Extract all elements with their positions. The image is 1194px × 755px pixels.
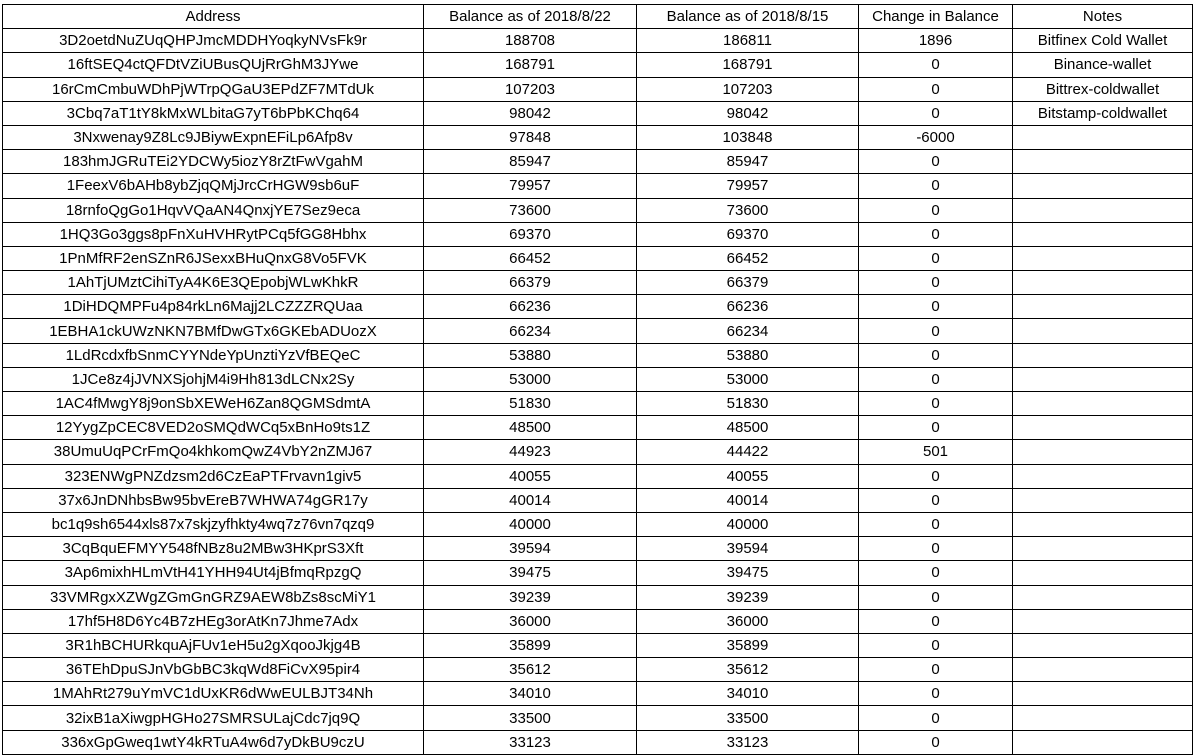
table-row [3,658,1193,682]
notes-cell[interactable] [1013,585,1193,609]
balance-2018-8-15-cell[interactable]: 53880 [637,343,859,367]
balance-2018-8-15-cell[interactable]: 51830 [637,392,859,416]
address-cell[interactable]: 37x6JnDNhbsBw95bvEreB7WHWA74gGR17y [3,488,424,512]
notes-cell[interactable] [1013,295,1193,319]
balance-2018-8-22-cell[interactable]: 66234 [424,319,637,343]
change-in-balance-cell[interactable]: 0 [859,488,1013,512]
table-row [3,561,1193,585]
address-cell[interactable]: 1AhTjUMztCihiTyA4K6E3QEpobjWLwKhkR [3,271,424,295]
table-body [3,29,1193,755]
change-in-balance-cell[interactable]: 0 [859,246,1013,270]
notes-cell[interactable] [1013,609,1193,633]
table-row [3,222,1193,246]
balance-2018-8-15-cell[interactable]: 69370 [637,222,859,246]
notes-cell[interactable] [1013,246,1193,270]
balance-2018-8-15-cell[interactable]: 34010 [637,682,859,706]
balance-2018-8-15-cell[interactable]: 33500 [637,706,859,730]
notes-cell[interactable] [1013,706,1193,730]
table-row [3,633,1193,657]
change-in-balance-cell[interactable]: 0 [859,77,1013,101]
notes-cell[interactable] [1013,488,1193,512]
table-row [3,101,1193,125]
change-in-balance-cell[interactable]: 0 [859,392,1013,416]
header-balance-2018-8-22[interactable]: Balance as of 2018/8/22 [424,5,637,29]
change-in-balance-cell[interactable]: 0 [859,271,1013,295]
table-row [3,319,1193,343]
table-row [3,367,1193,391]
change-in-balance-cell[interactable]: 0 [859,101,1013,125]
header-notes[interactable]: Notes [1013,5,1193,29]
change-in-balance-cell[interactable]: 0 [859,222,1013,246]
change-in-balance-cell[interactable]: 0 [859,174,1013,198]
change-in-balance-cell[interactable]: 0 [859,706,1013,730]
notes-cell[interactable] [1013,392,1193,416]
notes-cell[interactable] [1013,537,1193,561]
change-in-balance-cell[interactable]: 0 [859,561,1013,585]
change-in-balance-cell[interactable]: 0 [859,319,1013,343]
change-in-balance-cell[interactable]: 0 [859,343,1013,367]
table-row [3,488,1193,512]
balance-2018-8-22-cell[interactable]: 48500 [424,416,637,440]
address-cell[interactable]: 183hmJGRuTEi2YDCWy5iozY8rZtFwVgahM [3,150,424,174]
balance-2018-8-22-cell[interactable]: 168791 [424,53,637,77]
address-cell[interactable]: 3R1hBCHURkquAjFUv1eH5u2gXqooJkjg4B [3,633,424,657]
table-row [3,537,1193,561]
balance-2018-8-22-cell[interactable]: 33500 [424,706,637,730]
table-row [3,77,1193,101]
address-cell[interactable]: 1JCe8z4jJVNXSjohjM4i9Hh813dLCNx2Sy [3,367,424,391]
table-row [3,53,1193,77]
notes-cell[interactable] [1013,561,1193,585]
address-cell[interactable]: 1DiHDQMPFu4p84rkLn6Majj2LCZZZRQUaa [3,295,424,319]
change-in-balance-cell[interactable]: 0 [859,585,1013,609]
notes-cell[interactable] [1013,125,1193,149]
change-in-balance-cell[interactable]: 0 [859,730,1013,754]
notes-cell[interactable]: Bitfinex Cold Wallet [1013,29,1193,53]
change-in-balance-cell[interactable]: 0 [859,537,1013,561]
balance-2018-8-22-cell[interactable]: 36000 [424,609,637,633]
balance-2018-8-22-cell[interactable]: 97848 [424,125,637,149]
notes-cell[interactable] [1013,271,1193,295]
balance-2018-8-15-cell[interactable]: 66379 [637,271,859,295]
balance-2018-8-15-cell[interactable]: 186811 [637,29,859,53]
balance-2018-8-15-cell[interactable]: 40000 [637,512,859,536]
balance-2018-8-22-cell[interactable]: 73600 [424,198,637,222]
table-row [3,440,1193,464]
balance-2018-8-22-cell[interactable]: 51830 [424,392,637,416]
balance-2018-8-22-cell[interactable]: 53880 [424,343,637,367]
balance-2018-8-15-cell[interactable]: 36000 [637,609,859,633]
address-cell[interactable]: 1MAhRt279uYmVC1dUxKR6dWwEULBJT34Nh [3,682,424,706]
address-cell[interactable]: 3Ap6mixhHLmVtH41YHH94Ut4jBfmqRpzgQ [3,561,424,585]
balance-2018-8-22-cell[interactable]: 66379 [424,271,637,295]
change-in-balance-cell[interactable]: -6000 [859,125,1013,149]
address-cell[interactable]: 16rCmCmbuWDhPjWTrpQGaU3EPdZF7MTdUk [3,77,424,101]
balance-2018-8-22-cell[interactable]: 66452 [424,246,637,270]
balance-2018-8-15-cell[interactable]: 107203 [637,77,859,101]
balance-2018-8-15-cell[interactable]: 103848 [637,125,859,149]
balance-2018-8-22-cell[interactable]: 40055 [424,464,637,488]
notes-cell[interactable] [1013,440,1193,464]
balance-2018-8-22-cell[interactable]: 53000 [424,367,637,391]
balance-2018-8-22-cell[interactable]: 79957 [424,174,637,198]
change-in-balance-cell[interactable]: 0 [859,682,1013,706]
balance-table [2,4,1193,755]
balance-2018-8-22-cell[interactable]: 188708 [424,29,637,53]
notes-cell[interactable]: Binance-wallet [1013,53,1193,77]
notes-cell[interactable] [1013,682,1193,706]
address-cell[interactable]: bc1q9sh6544xls87x7skjzyfhkty4wq7z76vn7qzq9 [3,512,424,536]
address-cell[interactable]: 38UmuUqPCrFmQo4khkomQwZ4VbY2nZMJ67 [3,440,424,464]
change-in-balance-cell[interactable]: 0 [859,295,1013,319]
notes-cell[interactable] [1013,512,1193,536]
notes-cell[interactable] [1013,198,1193,222]
table-row [3,271,1193,295]
address-cell[interactable]: 3D2oetdNuZUqQHPJmcMDDHYoqkyNVsFk9r [3,29,424,53]
balance-2018-8-15-cell[interactable]: 53000 [637,367,859,391]
header-row [3,5,1193,29]
change-in-balance-cell[interactable]: 0 [859,512,1013,536]
change-in-balance-cell[interactable]: 0 [859,198,1013,222]
notes-cell[interactable]: Bitstamp-coldwallet [1013,101,1193,125]
balance-2018-8-22-cell[interactable]: 85947 [424,150,637,174]
table-row [3,295,1193,319]
address-cell[interactable]: 1HQ3Go3ggs8pFnXuHVHRytPCq5fGG8Hbhx [3,222,424,246]
header-balance-2018-8-15[interactable]: Balance as of 2018/8/15 [637,5,859,29]
change-in-balance-cell[interactable]: 501 [859,440,1013,464]
table-row [3,198,1193,222]
notes-cell[interactable] [1013,633,1193,657]
address-cell[interactable]: 32ixB1aXiwgpHGHo27SMRSULajCdc7jq9Q [3,706,424,730]
address-cell[interactable]: 3Nxwenay9Z8Lc9JBiywExpnEFiLp6Afp8v [3,125,424,149]
balance-2018-8-15-cell[interactable]: 66236 [637,295,859,319]
notes-cell[interactable] [1013,343,1193,367]
balance-2018-8-22-cell[interactable]: 107203 [424,77,637,101]
balance-2018-8-15-cell[interactable]: 35612 [637,658,859,682]
table-row [3,682,1193,706]
table-row [3,29,1193,53]
balance-2018-8-22-cell[interactable]: 39594 [424,537,637,561]
change-in-balance-cell[interactable]: 0 [859,416,1013,440]
balance-2018-8-15-cell[interactable]: 33123 [637,730,859,754]
change-in-balance-cell[interactable]: 0 [859,150,1013,174]
balance-2018-8-15-cell[interactable]: 40014 [637,488,859,512]
notes-cell[interactable] [1013,416,1193,440]
table-row [3,343,1193,367]
change-in-balance-cell[interactable]: 0 [859,367,1013,391]
table-row [3,246,1193,270]
table-row [3,706,1193,730]
address-cell[interactable]: 1FeexV6bAHb8ybZjqQMjJrcCrHGW9sb6uF [3,174,424,198]
notes-cell[interactable] [1013,464,1193,488]
balance-2018-8-15-cell[interactable]: 66452 [637,246,859,270]
balance-2018-8-22-cell[interactable]: 40000 [424,512,637,536]
balance-2018-8-15-cell[interactable]: 35899 [637,633,859,657]
change-in-balance-cell[interactable]: 0 [859,464,1013,488]
address-cell[interactable]: 336xGpGweq1wtY4kRTuA4w6d7yDkBU9czU [3,730,424,754]
balance-2018-8-15-cell[interactable]: 66234 [637,319,859,343]
change-in-balance-cell[interactable]: 0 [859,609,1013,633]
balance-2018-8-15-cell[interactable]: 168791 [637,53,859,77]
balance-2018-8-22-cell[interactable]: 66236 [424,295,637,319]
address-cell[interactable]: 1LdRcdxfbSnmCYYNdeYpUnztiYzVfBEQeC [3,343,424,367]
header-change-in-balance[interactable]: Change in Balance [859,5,1013,29]
notes-cell[interactable] [1013,319,1193,343]
header-address[interactable]: Address [3,5,424,29]
notes-cell[interactable] [1013,222,1193,246]
balance-2018-8-22-cell[interactable]: 44923 [424,440,637,464]
change-in-balance-cell[interactable]: 1896 [859,29,1013,53]
balance-2018-8-22-cell[interactable]: 69370 [424,222,637,246]
table-row [3,174,1193,198]
address-cell[interactable]: 323ENWgPNZdzsm2d6CzEaPTFrvavn1giv5 [3,464,424,488]
address-cell[interactable]: 17hf5H8D6Yc4B7zHEg3orAtKn7Jhme7Adx [3,609,424,633]
address-cell[interactable]: 1EBHA1ckUWzNKN7BMfDwGTx6GKEbADUozX [3,319,424,343]
address-cell[interactable]: 3Cbq7aT1tY8kMxWLbitaG7yT6bPbKChq64 [3,101,424,125]
table-row [3,150,1193,174]
table-row [3,585,1193,609]
address-cell[interactable]: 1AC4fMwgY8j9onSbXEWeH6Zan8QGMSdmtA [3,392,424,416]
balance-2018-8-22-cell[interactable]: 39239 [424,585,637,609]
address-cell[interactable]: 1PnMfRF2enSZnR6JSexxBHuQnxG8Vo5FVK [3,246,424,270]
table-row [3,609,1193,633]
table-row [3,125,1193,149]
table-row [3,512,1193,536]
balance-2018-8-22-cell[interactable]: 39475 [424,561,637,585]
balance-2018-8-15-cell[interactable]: 98042 [637,101,859,125]
notes-cell[interactable] [1013,150,1193,174]
balance-2018-8-15-cell[interactable]: 48500 [637,416,859,440]
balance-2018-8-22-cell[interactable]: 34010 [424,682,637,706]
change-in-balance-cell[interactable]: 0 [859,633,1013,657]
table-row [3,392,1193,416]
balance-2018-8-15-cell[interactable]: 79957 [637,174,859,198]
address-cell[interactable]: 12YygZpCEC8VED2oSMQdWCq5xBnHo9ts1Z [3,416,424,440]
address-cell[interactable]: 16ftSEQ4ctQFDtVZiUBusQUjRrGhM3JYwe [3,53,424,77]
balance-2018-8-22-cell[interactable]: 35612 [424,658,637,682]
balance-2018-8-22-cell[interactable]: 33123 [424,730,637,754]
balance-2018-8-15-cell[interactable]: 73600 [637,198,859,222]
balance-2018-8-15-cell[interactable]: 39475 [637,561,859,585]
notes-cell[interactable]: Bittrex-coldwallet [1013,77,1193,101]
balance-2018-8-15-cell[interactable]: 85947 [637,150,859,174]
balance-2018-8-15-cell[interactable]: 39239 [637,585,859,609]
balance-2018-8-15-cell[interactable]: 39594 [637,537,859,561]
balance-2018-8-15-cell[interactable]: 44422 [637,440,859,464]
balance-2018-8-22-cell[interactable]: 98042 [424,101,637,125]
address-cell[interactable]: 3CqBquEFMYY548fNBz8u2MBw3HKprS3Xft [3,537,424,561]
balance-2018-8-22-cell[interactable]: 35899 [424,633,637,657]
table-row [3,464,1193,488]
address-cell[interactable]: 33VMRgxXZWgZGmGnGRZ9AEW8bZs8scMiY1 [3,585,424,609]
notes-cell[interactable] [1013,730,1193,754]
change-in-balance-cell[interactable]: 0 [859,53,1013,77]
notes-cell[interactable] [1013,367,1193,391]
notes-cell[interactable] [1013,658,1193,682]
notes-cell[interactable] [1013,174,1193,198]
table-row [3,730,1193,754]
table-row [3,416,1193,440]
balance-2018-8-15-cell[interactable]: 40055 [637,464,859,488]
change-in-balance-cell[interactable]: 0 [859,658,1013,682]
address-cell[interactable]: 18rnfoQgGo1HqvVQaAN4QnxjYE7Sez9eca [3,198,424,222]
balance-2018-8-22-cell[interactable]: 40014 [424,488,637,512]
address-cell[interactable]: 36TEhDpuSJnVbGbBC3kqWd8FiCvX95pir4 [3,658,424,682]
